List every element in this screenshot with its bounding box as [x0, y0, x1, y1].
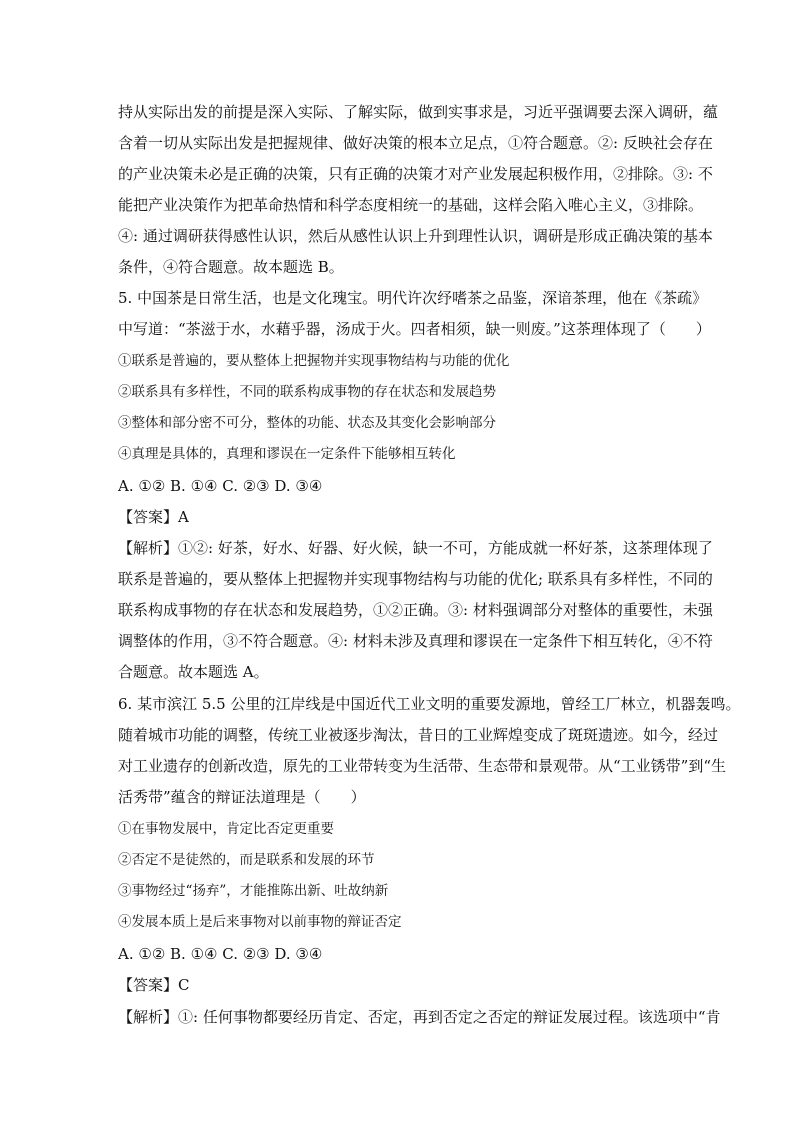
question-5-analysis: 调整体的作用，③不符合题意。④: 材料未涉及真理和谬误在一定条件下相互转化，④不符: [118, 632, 713, 650]
question-6-choices: A. ①② B. ①④ C. ②③ D. ③④: [118, 945, 323, 963]
question-5-option: ④真理是具体的，真理和谬误在一定条件下能够相互转化: [118, 446, 456, 462]
question-5-answer: 【答案】A: [118, 508, 189, 526]
question-6-stem: 随着城市功能的调整，传统工业被逐步淘汰，昔日的工业辉煌变成了斑斑遗迹。如今，经过: [118, 726, 719, 744]
question-5-analysis: 联系是普遍的，要从整体上把握物并实现事物结构与功能的优化; 联系具有多样性，不同的: [118, 570, 713, 588]
question-5-stem: 中写道：“茶滋于水，水藉乎器，汤成于火。四者相须，缺一则废。”这茶理体现了（ ）: [118, 320, 711, 338]
question-5-analysis: 联系构成事物的存在状态和发展趋势，①②正确。③: 材料强调部分对整体的重要性，未强: [118, 601, 713, 619]
question-5-option: ③整体和部分密不可分，整体的功能、状态及其变化会影响部分: [118, 415, 496, 431]
text-line: 持从实际出发的前提是深入实际、了解实际，做到实事求是，习近平强调要去深入调研，蕴: [118, 103, 719, 121]
question-5-option: ②联系具有多样性，不同的联系构成事物的存在状态和发展趋势: [118, 384, 496, 400]
question-5-option: ①联系是普遍的，要从整体上把握物并实现事物结构与功能的优化: [118, 353, 510, 369]
question-6-option: ②否定不是徒然的，而是联系和发展的环节: [118, 852, 375, 868]
question-6-answer: 【答案】C: [118, 976, 190, 994]
text-line: 的产业决策未必是正确的决策，只有正确的决策才对产业发展起积极作用，②排除。③: 不: [118, 165, 713, 183]
text-line: 能把产业决策作为把革命热情和科学态度相统一的基础，这样会陷入唯心主义，③排除。: [118, 196, 704, 214]
question-5-analysis: 【解析】①②: 好茶，好水、好器、好火候，缺一不可，方能成就一杯好茶，这茶理体现了: [118, 539, 713, 557]
question-6-stem: 对工业遗存的创新改造，原先的工业带转变为生活带、生态带和景观带。从“工业锈带”到“生: [118, 757, 727, 775]
question-6-stem: 6. 某市滨江 5.5 公里的江岸线是中国近代工业文明的重要发源地，曾经工厂林立，机器轰鸣。: [118, 695, 741, 713]
question-6-option: ④发展本质上是后来事物对以前事物的辩证否定: [118, 914, 402, 930]
text-line: ④: 通过调研获得感性认识，然后从感性认识上升到理性认识，调研是形成正确决策的基本: [118, 227, 713, 245]
text-line: 含着一切从实际出发是把握规律、做好决策的根本立足点，①符合题意。②: 反映社会存在: [118, 134, 713, 152]
question-5-analysis: 合题意。故本题选 A。: [118, 663, 269, 681]
question-6-analysis: 【解析】①: 任何事物都要经历肯定、否定，再到否定之否定的辩证发展过程。该选项中“肯: [118, 1008, 721, 1026]
question-5-choices: A. ①② B. ①④ C. ②③ D. ③④: [118, 477, 323, 495]
question-5-stem: 5. 中国茶是日常生活，也是文化瑰宝。明代许次纾嗜茶之品鉴，深谙茶理，他在《茶疏》: [118, 289, 708, 307]
text-line: 条件，④符合题意。故本题选 B。: [118, 258, 344, 276]
question-6-option: ③事物经过“扬弃”，才能推陈出新、吐故纳新: [118, 883, 389, 899]
question-6-stem: 活秀带”蕴含的辩证法道理是（ ）: [118, 788, 366, 806]
question-6-option: ①在事物发展中，肯定比否定更重要: [118, 821, 334, 837]
